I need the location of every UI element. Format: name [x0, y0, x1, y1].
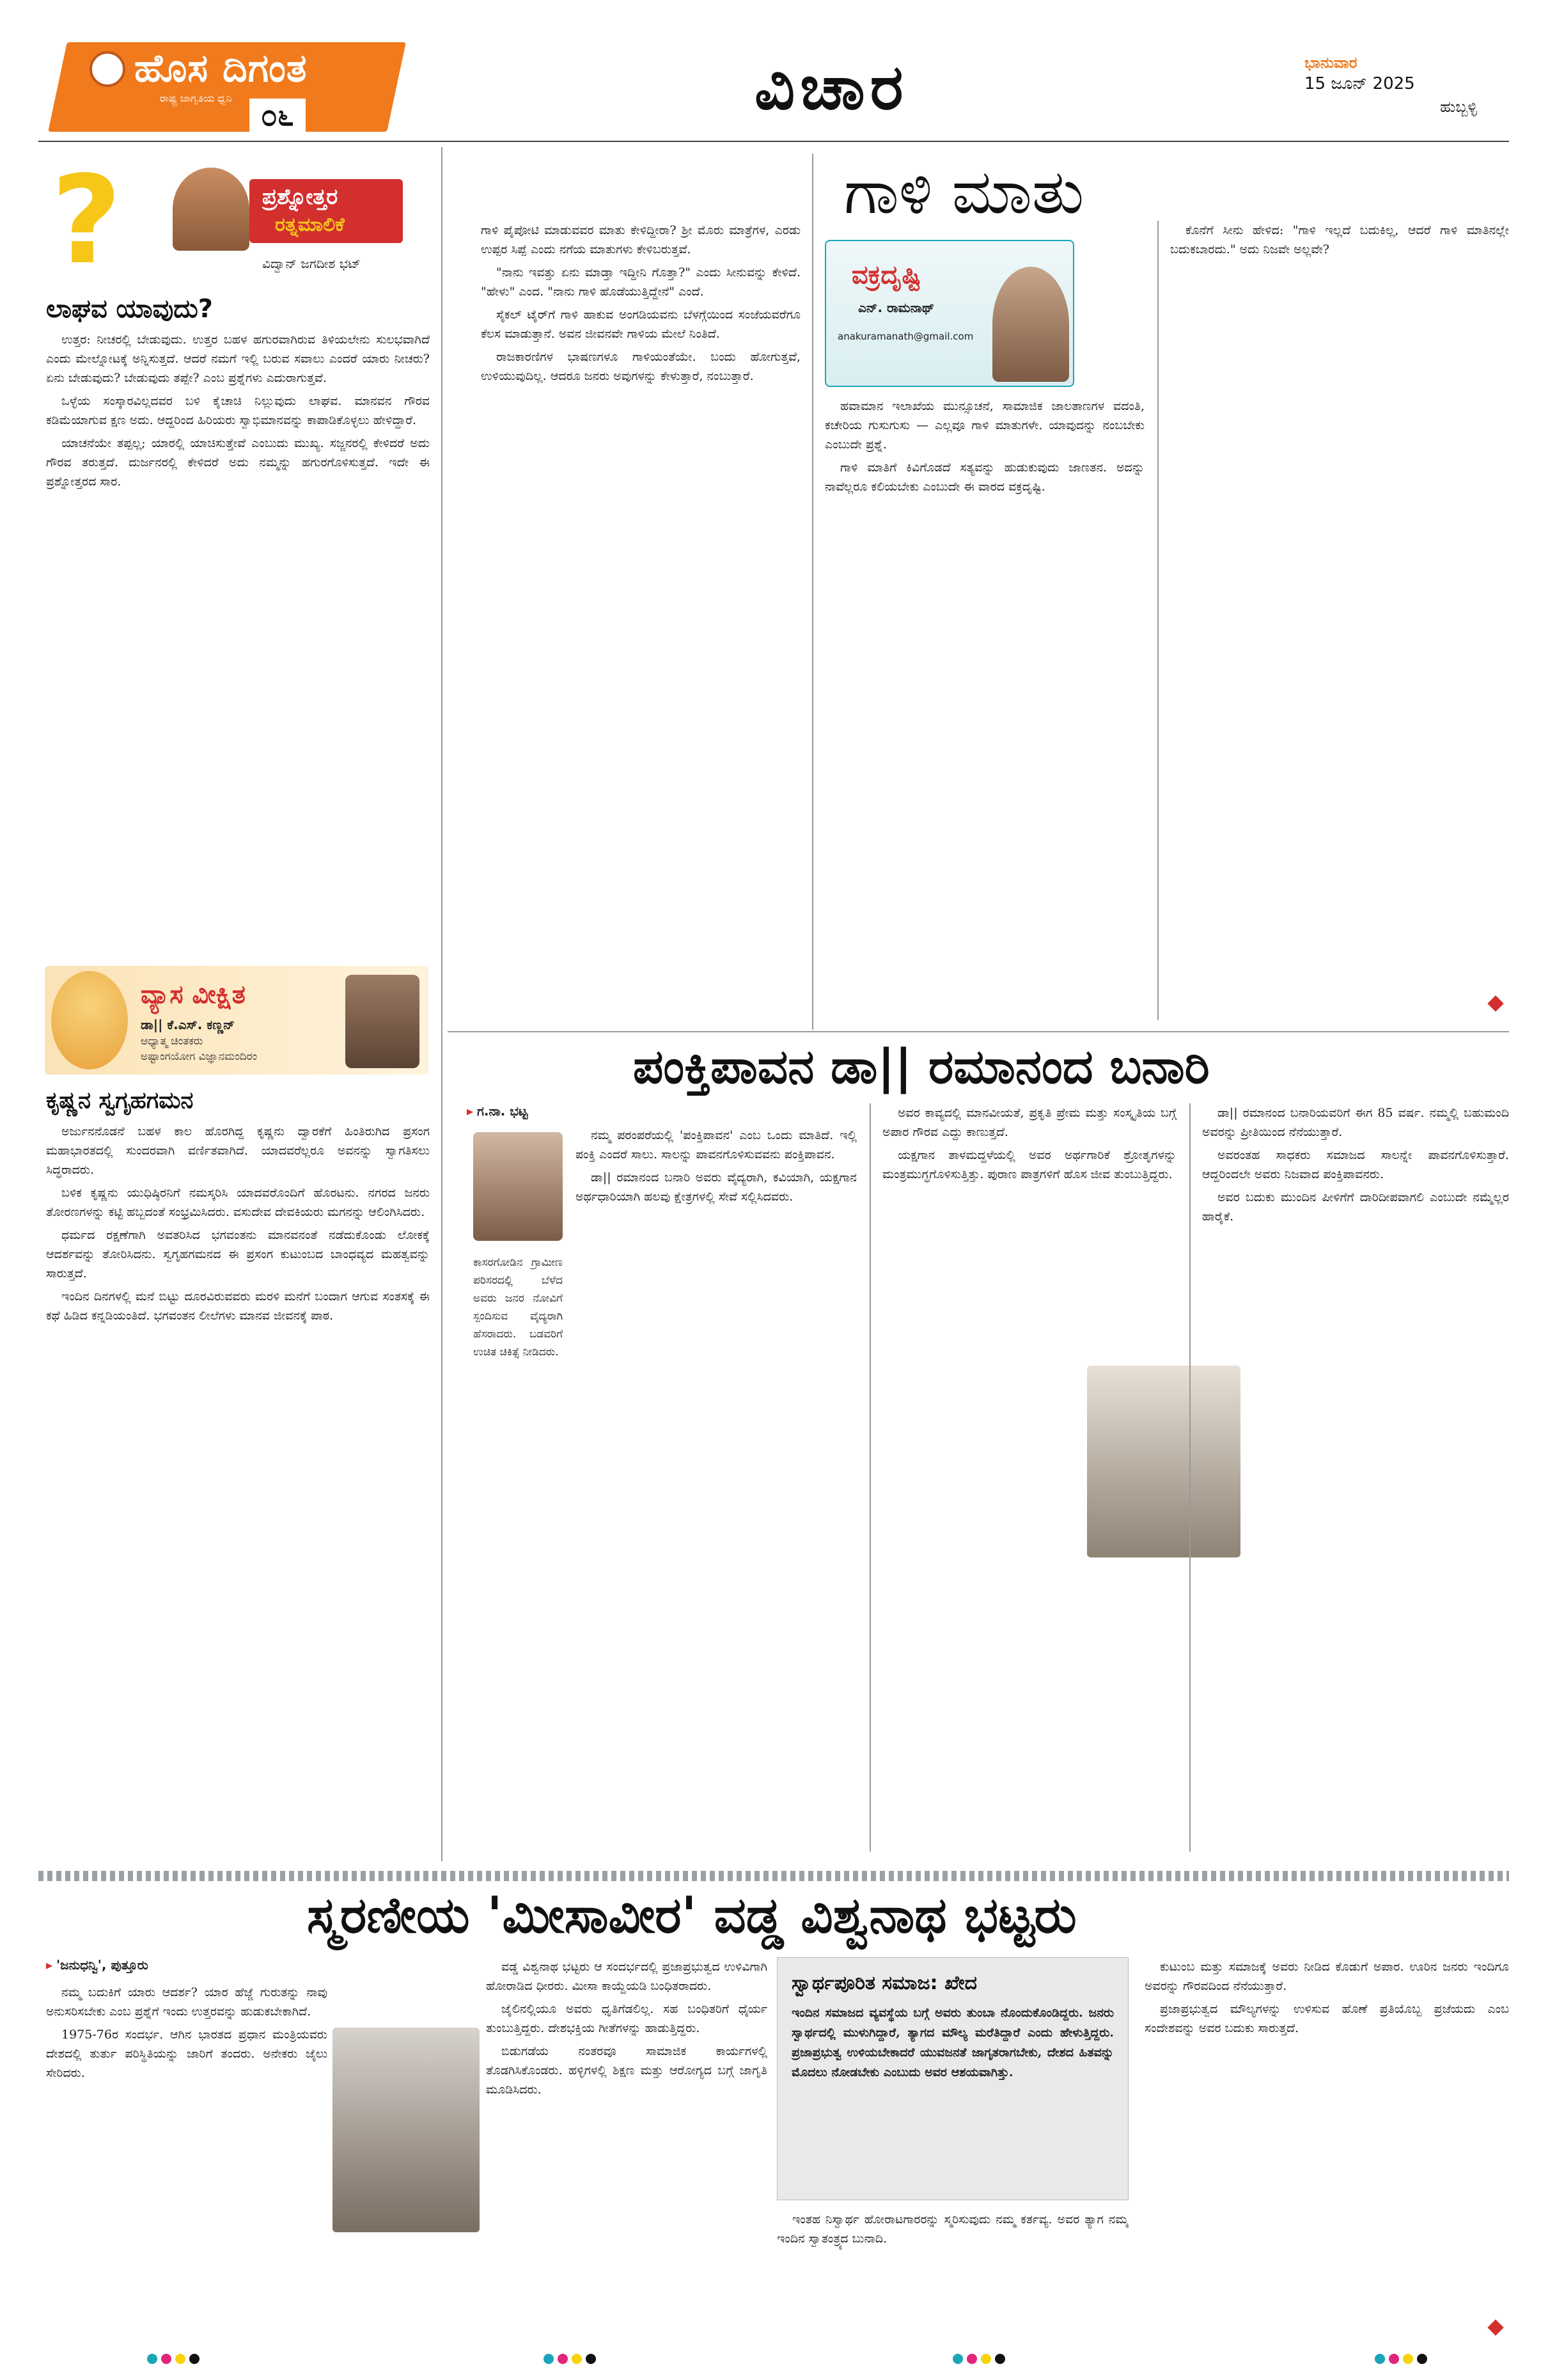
pankti-col-divider-2: [1189, 1103, 1191, 1852]
vyasa-author-org: ಅಷ್ಟಾಂಗಯೋಗ ವಿಜ್ಞಾನಮಂದಿರಂ: [141, 1050, 258, 1063]
gali-paragraph: ರಾಜಕಾರಣಿಗಳ ಭಾಷಣಗಳೂ ಗಾಳಿಯಂತೆಯೇ. ಬಂದು ಹೋಗುತ್ತವೆ, ಉಳಿಯುವುದಿಲ್ಲ. ಆದರೂ ಜನರು ಅವುಗಳನ್ನು ಕೇಳುತ್ತಾರೆ, ನಂಬುತ್ತಾರೆ.: [481, 350, 801, 383]
section-divider-dots: [38, 1871, 1509, 1881]
registration-marks-left: [147, 2354, 199, 2364]
logo-text: ಹೊಸ ದಿಗಂತ: [134, 46, 308, 91]
date-city: ಹುಬ್ಬಳ್ಳಿ: [1440, 98, 1477, 116]
logo-block: [38, 42, 396, 133]
vakra-badge-title: ವಕ್ರದೃಷ್ಟಿ: [852, 260, 921, 290]
byline-arrow-icon: ▸: [467, 1103, 474, 1119]
pankti-paragraph: ನಮ್ಮ ಪರಂಪರೆಯಲ್ಲಿ 'ಪಂಕ್ತಿಪಾವನ' ಎಂಬ ಒಂದು ಮಾತಿದೆ. ಇಲ್ಲಿ ಪಂಕ್ತಿ ಎಂದರೆ ಸಾಲು. ಸಾಲನ್ನು ಪಾವನಗೊಳಿಸುವವನು ಪಂಕ್ತಿಪಾವನ.: [575, 1128, 857, 1162]
gali-paragraph: ಗಾಳಿ ಪೈಪೋಟಿ ಮಾಡುವವರ ಮಾತು ಕೇಳಿದ್ದೀರಾ? ಶ್ರೀ ಮೊರು ಮಾತ್ರೆಗಳ, ಎರಡು ಉಪ್ಪರ ಸಿಪ್ಪೆ ಎಂದು ನಗೆಯ ಮಾತುಗಳು ಕೇಳಿಬರುತ್ತವೆ.: [481, 223, 801, 256]
meesa-body-col2: [486, 1957, 767, 2341]
meesa-paragraph: ಇಂತಹ ನಿಸ್ವಾರ್ಥ ಹೋರಾಟಗಾರರನ್ನು ಸ್ಮರಿಸುವುದು ನಮ್ಮ ಕರ್ತವ್ಯ. ಅವರ ತ್ಯಾಗ ನಮ್ಮ ಇಂದಿನ ಸ್ವಾತಂತ್ರ್ಯದ ಬುನಾದಿ.: [777, 2212, 1129, 2246]
gali-headline: ಗಾಳಿ ಮಾತು: [844, 156, 1084, 228]
gali-col-divider: [1157, 221, 1159, 1020]
logo-tagline: ರಾಷ್ಟ್ರ ಜಾಗೃತಿಯ ಧ್ವನಿ: [160, 92, 232, 104]
pankti-paragraph: ಯಕ್ಷಗಾನ ತಾಳಮದ್ದಳೆಯಲ್ಲಿ ಅವರ ಅರ್ಥಗಾರಿಕೆ ಶ್ರೋತೃಗಳನ್ನು ಮಂತ್ರಮುಗ್ಧಗೊಳಿಸುತ್ತಿತ್ತು. ಪುರಾಣ ಪಾತ್ರಗಳಿಗೆ ಹೊಸ ಜೀವ ತುಂಬುತ್ತಿದ್ದರು.: [882, 1148, 1177, 1181]
pankti-paragraph: ಡಾ|| ರಮಾನಂದ ಬನಾರಿ ಅವರು ವೈದ್ಯರಾಗಿ, ಕವಿಯಾಗಿ, ಯಕ್ಷಗಾನ ಅರ್ಥಧಾರಿಯಾಗಿ ಹಲವು ಕ್ಷೇತ್ರಗಳಲ್ಲಿ ಸೇವೆ ಸಲ್ಲಿಸಿದವರು.: [575, 1170, 857, 1204]
masthead-rule: [38, 141, 1509, 142]
qa-badge: [45, 150, 428, 291]
vakra-author-photo: [992, 267, 1069, 382]
registration-marks-center: [544, 2354, 596, 2364]
column-divider-left: [441, 147, 442, 1861]
pankti-paragraph: ಅವರ ಬದುಕು ಮುಂದಿನ ಪೀಳಿಗೆಗೆ ದಾರಿದೀಪವಾಗಲಿ ಎಂಬುದೇ ನಮ್ಮೆಲ್ಲರ ಹಾರೈಕೆ.: [1202, 1190, 1509, 1224]
date-block: [1304, 54, 1509, 116]
vyasa-body: [46, 1122, 430, 1857]
meesa-paragraph: ವಡ್ಡ ವಿಶ್ವನಾಥ ಭಟ್ಟರು ಆ ಸಂದರ್ಭದಲ್ಲಿ ಪ್ರಜಾಪ್ರಭುತ್ವದ ಉಳಿವಿಗಾಗಿ ಹೋರಾಡಿದ ಧೀರರು. ಮೀಸಾ ಕಾಯ್ದೆಯಡಿ ಬಂಧಿತರಾದರು.: [486, 1960, 767, 1993]
gali-body-col3: [1170, 221, 1509, 1020]
date-day: ಭಾನುವಾರ: [1304, 54, 1357, 72]
vyasa-paragraph: ಇಂದಿನ ದಿನಗಳಲ್ಲಿ ಮನೆ ಬಿಟ್ಟು ದೂರವಿರುವವರು ಮರಳಿ ಮನೆಗೆ ಬಂದಾಗ ಆಗುವ ಸಂತಸಕ್ಕೆ ಈ ಕಥೆ ಹಿಡಿದ ಕನ್ನಡಿಯಂತಿದೆ. ಭಗವಂತನ ಲೀಲೆಗಳು ಮಾನವ ಜೀವನಕ್ಕೆ ಪಾಠ.: [46, 1289, 430, 1323]
gali-paragraph: ಸೈಕಲ್ ಟೈರ್‌ಗೆ ಗಾಳಿ ಹಾಕುವ ಅಂಗಡಿಯವನು ಬೆಳಗ್ಗೆಯಿಂದ ಸಂಜೆಯವರೆಗೂ ಕೆಲಸ ಮಾಡುತ್ತಾನೆ. ಅವನ ಜೀವನವೇ ಗಾಳಿಯ ಮೇಲೆ ನಿಂತಿದೆ.: [481, 308, 801, 341]
qa-paragraph: ಉತ್ತರ: ನೀಚರಲ್ಲಿ ಬೇಡುವುದು. ಉತ್ತರ ಬಹಳ ಹಗುರವಾಗಿರುವ ತಿಳಿಯಲೇನು ಸುಲಭವಾಗಿದೆ ಎಂದು ಮೇಲ್ನೋಟಕ್ಕೆ ಅನ್ನಿಸುತ್ತದೆ. ಆದರೆ ನಮಗೆ ಇಲ್ಲಿ ಬರುವ ಸವಾಲು ಎಂದರೆ ಯಾರು ನೀಚರು? ಏನು ಬೇಡುವುದು? ಬೇಡುವುದು ತಪ್ಪೇ? ಎಂಬ ಪ್ರಶ್ನೆಗಳು ಎದುರಾಗುತ್ತವೆ.: [46, 333, 430, 385]
vyasa-illustration-icon: [51, 971, 128, 1069]
meesa-paragraph: ಬಿಡುಗಡೆಯ ನಂತರವೂ ಸಾಮಾಜಿಕ ಕಾರ್ಯಗಳಲ್ಲಿ ತೊಡಗಿಸಿಕೊಂಡರು. ಹಳ್ಳಿಗಳಲ್ಲಿ ಶಿಕ್ಷಣ ಮತ್ತು ಆರೋಗ್ಯದ ಬಗ್ಗೆ ಜಾಗೃತಿ ಮೂಡಿಸಿದರು.: [486, 2044, 767, 2097]
meesa-body-col4: [1145, 1957, 1509, 2341]
logo-emblem-icon: [90, 51, 125, 87]
vyasa-badge: [45, 966, 428, 1075]
meesa-headline: ಸ್ಮರಣೀಯ 'ಮೀಸಾವೀರ' ವಡ್ಡ ವಿಶ್ವನಾಥ ಭಟ್ಟರು: [307, 1887, 1077, 1944]
bhat-photo: [332, 2028, 480, 2232]
vyasa-author-role: ಆಧ್ಯಾತ್ಮ ಚಿಂತಕರು: [141, 1035, 203, 1048]
gali-body-col2: [825, 397, 1145, 1020]
meesa-body-col1: [46, 1983, 327, 2341]
sidebar-box: [777, 1957, 1129, 2200]
pankti-paragraph: ಅವರ ಕಾವ್ಯದಲ್ಲಿ ಮಾನವೀಯತೆ, ಪ್ರಕೃತಿ ಪ್ರೇಮ ಮತ್ತು ಸಂಸ್ಕೃತಿಯ ಬಗ್ಗೆ ಅಪಾರ ಗೌರವ ಎದ್ದು ಕಾಣುತ್ತದೆ.: [882, 1106, 1177, 1139]
gali-body-col1: [481, 221, 801, 1020]
pankti-byline: [467, 1103, 528, 1119]
pankti-author-photo: [473, 1132, 563, 1241]
qa-question: ಲಾಘವ ಯಾವುದು?: [46, 294, 214, 324]
column-divider-center: [812, 154, 813, 1030]
meesa-paragraph: ಕುಟುಂಬ ಮತ್ತು ಸಮಾಜಕ್ಕೆ ಅವರು ನೀಡಿದ ಕೊಡುಗೆ ಅಪಾರ. ಊರಿನ ಜನರು ಇಂದಿಗೂ ಅವರನ್ನು ಗೌರವದಿಂದ ನೆನೆಯುತ್ತಾರೆ.: [1145, 1960, 1509, 1993]
section-title: ವಿಚಾರ: [755, 51, 909, 124]
vyasa-headline: ಕೃಷ್ಣನ ಸ್ವಗೃಹಗಮನ: [46, 1087, 194, 1114]
meesa-body-col3: [777, 2210, 1129, 2341]
pankti-body-col3: [1202, 1103, 1509, 1852]
pankti-col-divider-1: [870, 1103, 871, 1852]
qa-badge-subtitle: ರತ್ನಮಾಲಿಕೆ: [275, 214, 345, 236]
question-mark-icon: ?: [51, 150, 122, 291]
vyasa-badge-title: ವ್ಯಾಸ ವೀಕ್ಷಿತ: [141, 980, 246, 1009]
vakra-email: anakuramanath@gmail.com: [838, 331, 974, 342]
pankti-paragraph: ಡಾ|| ರಮಾನಂದ ಬನಾರಿಯವರಿಗೆ ಈಗ 85 ವರ್ಷ. ನಮ್ಮಲ್ಲಿ ಬಹುಮಂದಿ ಅವರನ್ನು ಪ್ರೀತಿಯಿಂದ ನೆನೆಯುತ್ತಾರೆ.: [1202, 1106, 1509, 1139]
pankti-top-rule: [448, 1031, 1509, 1032]
qa-author-photo: [173, 168, 249, 251]
byline-arrow-icon: ▸: [46, 1957, 53, 1973]
vyasa-paragraph: ಅರ್ಜುನನೊಡನೆ ಬಹಳ ಕಾಲ ಹೊರಗಿದ್ದ ಕೃಷ್ಣನು ದ್ವಾರಕೆಗೆ ಹಿಂತಿರುಗಿದ ಪ್ರಸಂಗ ಮಹಾಭಾರತದಲ್ಲಿ ಸುಂದರವಾಗಿ ವರ್ಣಿತವಾಗಿದೆ. ಯಾದವರೆಲ್ಲರೂ ಅವನನ್ನು ಸ್ವಾಗತಿಸಲು ಸಿದ್ಧರಾದರು.: [46, 1124, 430, 1177]
meesa-paragraph: 1975-76ರ ಸಂದರ್ಭ. ಆಗಿನ ಭಾರತದ ಪ್ರಧಾನ ಮಂತ್ರಿಯವರು ದೇಶದಲ್ಲಿ ತುರ್ತು ಪರಿಸ್ಥಿತಿಯನ್ನು ಜಾರಿಗೆ ತಂದರು. ಅನೇಕರು ಜೈಲು ಸೇರಿದರು.: [46, 2028, 327, 2080]
qa-paragraph: ಒಳ್ಳೆಯ ಸಂಸ್ಕಾರವಿಲ್ಲದವರ ಬಳಿ ಕೈಚಾಚಿ ನಿಲ್ಲುವುದು ಲಾಘವ. ಮಾನವನ ಗೌರವ ಕಡಿಮೆಯಾಗುವ ಕ್ಷಣ ಅದು. ಆದ್ದರಿಂದ ಹಿರಿಯರು ಸ್ವಾಭಿಮಾನವನ್ನು ಕಾಪಾಡಿಕೊಳ್ಳಲು ಹೇಳಿದ್ದಾರೆ.: [46, 394, 430, 427]
pankti-body-col1: [575, 1126, 857, 1848]
pankti-paragraph: ಕಾಸರಗೋಡಿನ ಗ್ರಾಮೀಣ ಪರಿಸರದಲ್ಲಿ ಬೆಳೆದ ಅವರು ಜನರ ನೋವಿಗೆ ಸ್ಪಂದಿಸುವ ವೈದ್ಯರಾಗಿ ಹೆಸರಾದರು. ಬಡವರಿಗೆ ಉಚಿತ ಚಿಕಿತ್ಸೆ ನೀಡಿದರು.: [473, 1256, 563, 1359]
meesa-paragraph: ಪ್ರಜಾಪ್ರಭುತ್ವದ ಮೌಲ್ಯಗಳನ್ನು ಉಳಿಸುವ ಹೊಣೆ ಪ್ರತಿಯೊಬ್ಬ ಪ್ರಜೆಯದು ಎಂಬ ಸಂದೇಶವನ್ನು ಅವರ ಬದುಕು ಸಾರುತ್ತದೆ.: [1145, 2002, 1509, 2035]
qa-badge-title: ಪ್ರಶ್ನೋತ್ತರ: [262, 184, 338, 210]
sidebar-title: ಸ್ವಾರ್ಥಪೂರಿತ ಸಮಾಜ: ಖೇದ: [792, 1972, 978, 1994]
vyasa-paragraph: ಬಳಿಕ ಕೃಷ್ಣನು ಯುಧಿಷ್ಠಿರನಿಗೆ ನಮಸ್ಕರಿಸಿ ಯಾದವರೊಂದಿಗೆ ಹೊರಟನು. ನಗರದ ಜನರು ತೋರಣಗಳನ್ನು ಕಟ್ಟಿ ಹಬ್ಬದಂತೆ ಸಂಭ್ರಮಿಸಿದರು. ವಸುದೇವ ದೇವಕಿಯರು ಮಗನನ್ನು ಆಲಿಂಗಿಸಿದರು.: [46, 1186, 430, 1219]
registration-marks-right: [1375, 2354, 1427, 2364]
pankti-body-col1b: [473, 1254, 563, 1848]
pankti-author: ಗ.ನಾ. ಭಟ್ಟ: [477, 1103, 528, 1119]
gali-paragraph: ಹವಾಮಾನ ಇಲಾಖೆಯ ಮುನ್ಸೂಚನೆ, ಸಾಮಾಜಿಕ ಜಾಲತಾಣಗಳ ವದಂತಿ, ಕಚೇರಿಯ ಗುಸುಗುಸು — ಎಲ್ಲವೂ ಗಾಳಿ ಮಾತುಗಳೇ. ಯಾವುದನ್ನು ನಂಬಬೇಕು ಎಂಬುದೇ ಪ್ರಶ್ನೆ.: [825, 399, 1145, 452]
vakra-author: ಎನ್. ರಾಮನಾಥ್: [858, 300, 935, 315]
gali-paragraph: ಕೊನೆಗೆ ಸೀನು ಹೇಳಿದ: "ಗಾಳಿ ಇಲ್ಲದೆ ಬದುಕಿಲ್ಲ, ಆದರೆ ಗಾಳಿ ಮಾತಿನಲ್ಲೇ ಬದುಕಬಾರದು." ಅದು ನಿಜವೇ ಅಲ್ಲವೇ?: [1170, 223, 1509, 256]
gali-paragraph: "ನಾನು ಇವತ್ತು ಏನು ಮಾಡ್ತಾ ಇದ್ದೀನಿ ಗೊತ್ತಾ?" ಎಂದು ಸೀನುವನ್ನು ಕೇಳಿದೆ. "ಹೇಳು" ಎಂದ. "ನಾನು ಗಾಳಿ ಹೊಡೆಯುತ್ತಿದ್ದೇನೆ" ಎಂದೆ.: [481, 265, 801, 299]
vakra-badge: [825, 240, 1074, 387]
qa-author: ವಿದ್ವಾನ್ ಜಗದೀಶ ಭಟ್: [262, 256, 361, 271]
meesa-paragraph: ನಮ್ಮ ಬದುಕಿಗೆ ಯಾರು ಆದರ್ಶ? ಯಾರ ಹೆಜ್ಜೆ ಗುರುತನ್ನು ನಾವು ಅನುಸರಿಸಬೇಕು ಎಂಬ ಪ್ರಶ್ನೆಗೆ ಇಂದು ಉತ್ತರವನ್ನು ಹುಡುಕಬೇಕಾಗಿದೆ.: [46, 1985, 327, 2019]
masthead: [0, 0, 1541, 147]
pankti-paragraph: ಅವರಂತಹ ಸಾಧಕರು ಸಮಾಜದ ಸಾಲನ್ನೇ ಪಾವನಗೊಳಿಸುತ್ತಾರೆ. ಆದ್ದರಿಂದಲೇ ಅವರು ನಿಜವಾದ ಪಂಕ್ತಿಪಾವನರು.: [1202, 1148, 1509, 1181]
qa-paragraph: ಯಾಚನೆಯೇ ತಪ್ಪಲ್ಲ; ಯಾರಲ್ಲಿ ಯಾಚಿಸುತ್ತೇವೆ ಎಂಬುದು ಮುಖ್ಯ. ಸಜ್ಜನರಲ್ಲಿ ಕೇಳಿದರೆ ಅದು ಗೌರವ ತರುತ್ತದೆ. ದುರ್ಜನರಲ್ಲಿ ಕೇಳಿದರೆ ಅದು ನಮ್ಮನ್ನು ಹಗುರಗೊಳಿಸುತ್ತದೆ. ಇದೇ ಈ ಪ್ರಶ್ನೋತ್ತರದ ಸಾರ.: [46, 436, 430, 489]
pankti-headline: ಪಂಕ್ತಿಪಾವನ ಡಾ|| ರಮಾನಂದ ಬನಾರಿ: [633, 1039, 1210, 1094]
vyasa-author: ಡಾ|| ಕೆ.ಎಸ್. ಕಣ್ಣನ್: [141, 1017, 235, 1032]
sidebar-text: ಇಂದಿನ ಸಮಾಜದ ವ್ಯವಸ್ಥೆಯ ಬಗ್ಗೆ ಅವರು ತುಂಬಾ ನೊಂದುಕೊಂಡಿದ್ದರು. ಜನರು ಸ್ವಾರ್ಥದಲ್ಲಿ ಮುಳುಗಿದ್ದಾರೆ, ತ್ಯಾಗದ ಮೌಲ್ಯ ಮರೆತಿದ್ದಾರೆ ಎಂದು ಹೇಳುತ್ತಿದ್ದರು. ಪ್ರಜಾಪ್ರಭುತ್ವ ಉಳಿಯಬೇಕಾದರೆ ಯುವಜನತೆ ಜಾಗೃತರಾಗಬೇಕು, ದೇಶದ ಹಿತವನ್ನು ಮೊದಲು ನೋಡಬೇಕು ಎಂಬುದು ಅವರ ಆಶಯವಾಗಿತ್ತು.: [792, 2006, 1114, 2079]
meesa-byline: [46, 1957, 148, 1973]
vyasa-paragraph: ಧರ್ಮದ ರಕ್ಷಣೆಗಾಗಿ ಅವತರಿಸಿದ ಭಗವಂತನು ಮಾನವನಂತೆ ನಡೆದುಕೊಂಡು ಲೋಕಕ್ಕೆ ಆದರ್ಶವನ್ನು ತೋರಿಸಿದನು. ಸ್ವಗೃಹಗಮನದ ಈ ಪ್ರಸಂಗ ಕುಟುಂಬದ ಬಾಂಧವ್ಯದ ಮಹತ್ವವನ್ನು ಸಾರುತ್ತದೆ.: [46, 1228, 430, 1281]
meesa-paragraph: ಜೈಲಿನಲ್ಲಿಯೂ ಅವರು ಧೃತಿಗೆಡಲಿಲ್ಲ. ಸಹ ಬಂಧಿತರಿಗೆ ಧೈರ್ಯ ತುಂಬುತ್ತಿದ್ದರು. ದೇಶಭಕ್ತಿಯ ಗೀತೆಗಳನ್ನು ಹಾಡುತ್ತಿದ್ದರು.: [486, 2002, 767, 2035]
gali-paragraph: ಗಾಳಿ ಮಾತಿಗೆ ಕಿವಿಗೊಡದೆ ಸತ್ಯವನ್ನು ಹುಡುಕುವುದು ಜಾಣತನ. ಅದನ್ನು ನಾವೆಲ್ಲರೂ ಕಲಿಯಬೇಕು ಎಂಬುದೇ ಈ ವಾರದ ವಕ್ರದೃಷ್ಟಿ.: [825, 461, 1145, 494]
page-number: ೦೬: [249, 99, 306, 132]
date-date: 15 ಜೂನ್ 2025: [1304, 74, 1415, 93]
qa-body: [46, 330, 430, 944]
vyasa-author-photo: [345, 975, 419, 1068]
registration-marks-mid: [953, 2354, 1005, 2364]
meesa-author: 'ಜನುಧನ್ವಿ', ಪುತ್ತೂರು: [56, 1957, 148, 1973]
